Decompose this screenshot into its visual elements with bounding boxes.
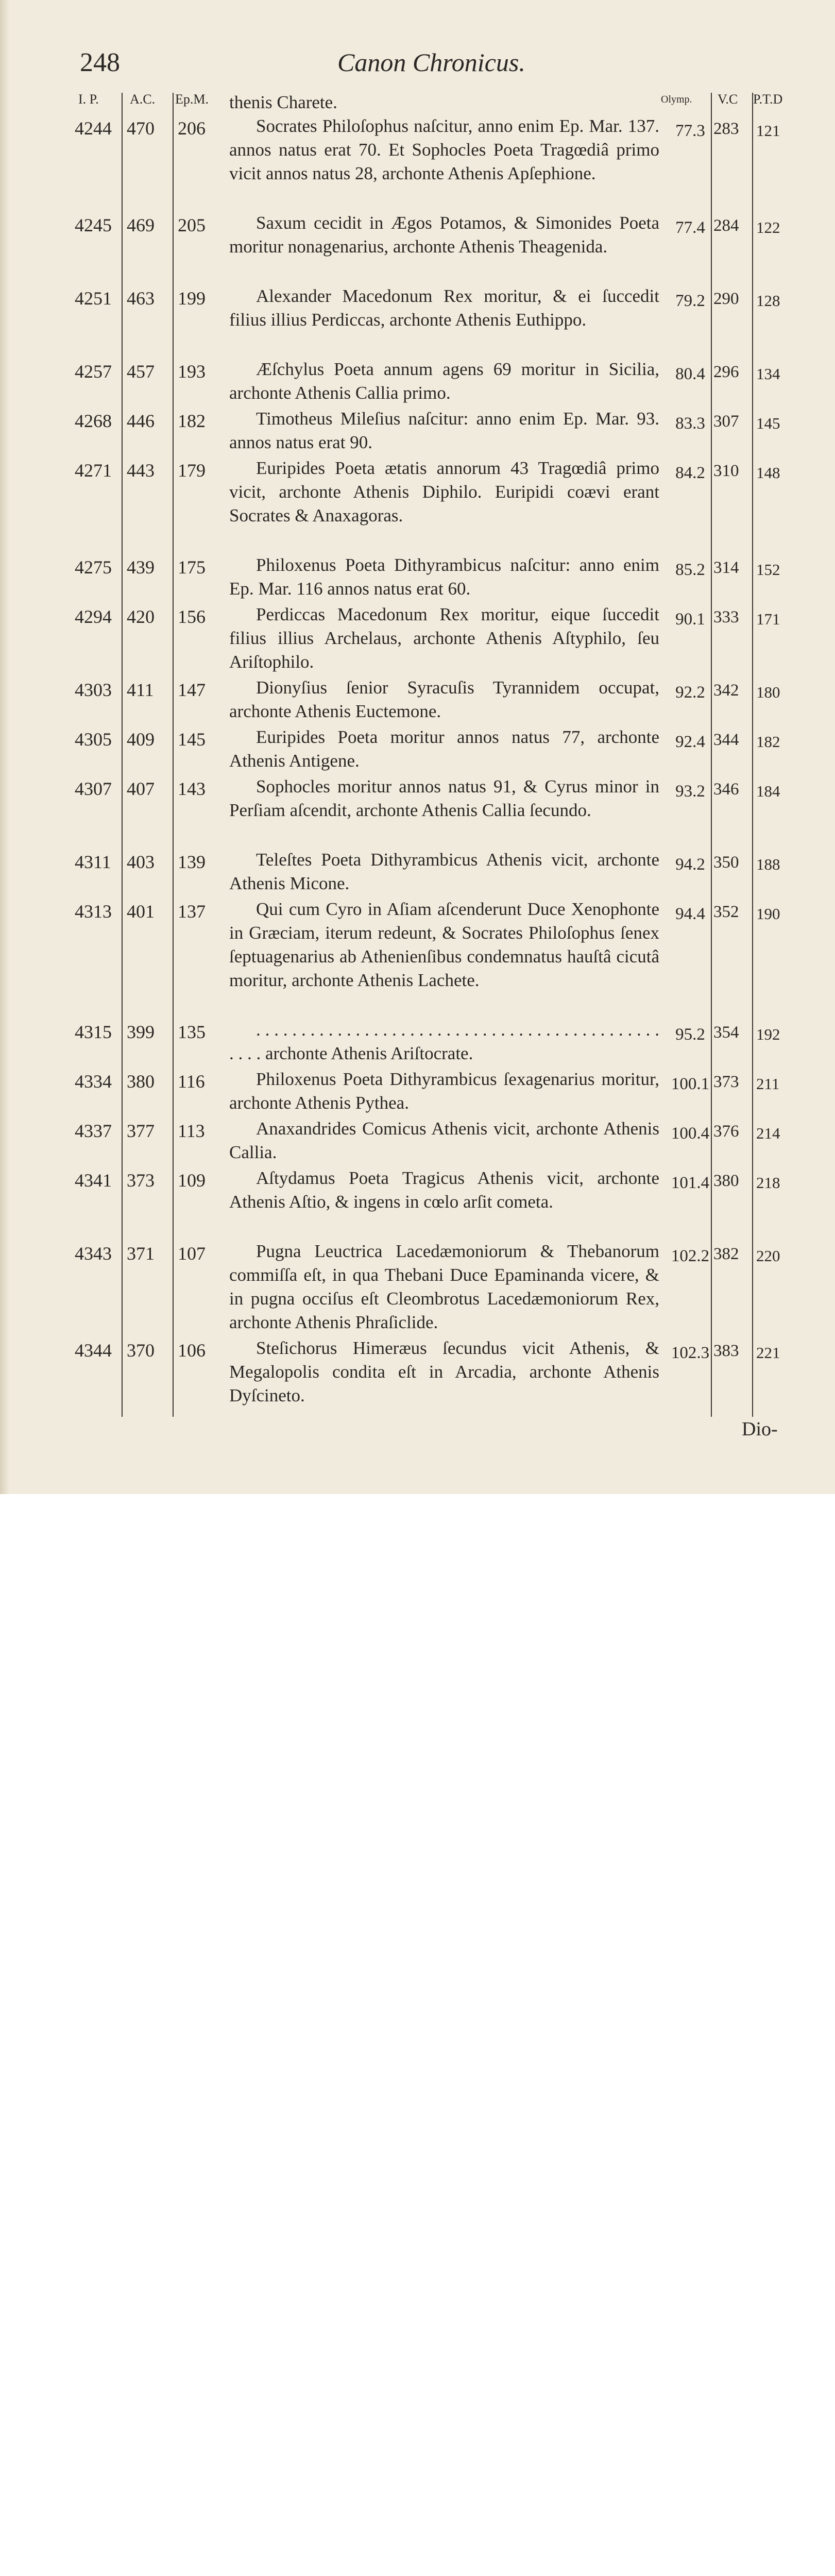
olympiad-value: 77.4	[675, 218, 705, 237]
urbis-conditae-value: 344	[713, 731, 739, 749]
entry-text: Socrates Philoſophus naſcitur, anno enim Ep. Mar. 137. annos natus erat 70. Et Sophocles Poeta Tragœdiâ primo vicit annos natus 28, archonte Athenis Apſephione.	[229, 116, 659, 183]
urbis-conditae-value: 346	[713, 780, 739, 799]
epocha-marmorum-value: 199	[178, 288, 206, 309]
anno-mundi-value: 4294	[75, 606, 112, 627]
anno-mundi-value: 4315	[75, 1022, 112, 1042]
anno-mundi-value: 4271	[75, 460, 112, 481]
period-value: 218	[756, 1174, 780, 1192]
anno-mundi-value: 4334	[75, 1071, 112, 1092]
ante-christum-value: 407	[127, 778, 155, 799]
anno-mundi-value: 4244	[75, 118, 112, 139]
olympiad-value: 94.2	[675, 855, 705, 874]
olympiad-value: 84.2	[675, 464, 705, 482]
entry-text: Pugna Leuctrica Lacedæmoniorum & Thebanorum commiſſa eſt, in qua Thebani Duce Epaminanda vicere, & in pugna occiſus eſt Cleombrotus Lacedæmoniorum Rex, archonte Athenis Phraſiclide.	[229, 1241, 659, 1332]
anno-mundi-value: 4257	[75, 361, 112, 382]
ante-christum-value: 399	[127, 1022, 155, 1042]
period-value: 121	[756, 122, 780, 140]
anno-mundi-value: 4307	[75, 778, 112, 799]
column-header-vc: V.C	[718, 92, 738, 107]
olympiad-value: 79.2	[675, 292, 705, 310]
entry-text: Philoxenus Poeta Dithyrambicus naſcitur: anno enim Ep. Mar. 116 annos natus erat 60.	[229, 555, 659, 599]
period-value: 214	[756, 1124, 780, 1142]
urbis-conditae-value: 284	[713, 216, 739, 235]
epocha-marmorum-value: 205	[178, 215, 206, 235]
epocha-marmorum-value: 175	[178, 557, 206, 578]
urbis-conditae-value: 342	[713, 681, 739, 700]
urbis-conditae-value: 352	[713, 903, 739, 921]
entry-text: Euripides Poeta ætatis annorum 43 Tragœdiâ primo vicit, archonte Athenis Diphilo. Euripidi coævi erant Socrates & Anaxagoras.	[229, 458, 659, 526]
ante-christum-value: 371	[127, 1243, 155, 1264]
period-value: 190	[756, 905, 780, 923]
period-value: 128	[756, 292, 780, 310]
epocha-marmorum-value: 116	[178, 1071, 205, 1092]
period-value: 171	[756, 610, 780, 628]
olympiad-value: 93.2	[675, 782, 705, 801]
ante-christum-value: 420	[127, 606, 155, 627]
olympiad-value: 77.3	[675, 122, 705, 140]
anno-mundi-value: 4344	[75, 1340, 112, 1361]
urbis-conditae-value: 373	[713, 1073, 739, 1091]
epocha-marmorum-value: 139	[178, 852, 206, 872]
epocha-marmorum-value: 143	[178, 778, 206, 799]
ante-christum-value: 370	[127, 1340, 155, 1361]
olympiad-value: 92.2	[675, 683, 705, 702]
column-header-ip: I. P.	[78, 92, 99, 107]
period-value: 220	[756, 1247, 780, 1265]
ante-christum-value: 401	[127, 901, 155, 922]
epocha-marmorum-value: 109	[178, 1170, 206, 1191]
anno-mundi-value: 4341	[75, 1170, 112, 1191]
epocha-marmorum-value: 135	[178, 1022, 206, 1042]
period-value: 180	[756, 683, 780, 701]
olympiad-value: 102.3	[671, 1344, 710, 1362]
anno-mundi-value: 4343	[75, 1243, 112, 1264]
column-rule	[173, 93, 174, 1417]
epocha-marmorum-value: 179	[178, 460, 206, 481]
urbis-conditae-value: 382	[713, 1245, 739, 1263]
olympiad-value: 85.2	[675, 561, 705, 579]
olympiad-value: 92.4	[675, 733, 705, 751]
period-value: 184	[756, 782, 780, 800]
ante-christum-value: 443	[127, 460, 155, 481]
olympiad-value: 101.4	[671, 1174, 710, 1192]
anno-mundi-value: 4245	[75, 215, 112, 235]
epocha-marmorum-value: 145	[178, 729, 206, 750]
olympiad-value: 83.3	[675, 414, 705, 433]
urbis-conditae-value: 350	[713, 853, 739, 872]
anno-mundi-value: 4311	[75, 852, 111, 872]
entry-text: Qui cum Cyro in Aſiam aſcenderunt Duce Xenophonte in Græciam, iterum redeunt, & Socrates Philoſophus ſenex ſeptuagenarius ab Athenienſibus condemnatus hauſtâ cicutâ moritur, archonte Athenis Lachete.	[229, 899, 659, 990]
entry-text: Steſichorus Himeræus ſecundus vicit Athenis, & Megalopolis condita eſt in Arcadia, archonte Athenis Dyſcineto.	[229, 1338, 659, 1405]
entry-text: Saxum cecidit in Ægos Potamos, & Simonides Poeta moritur nonagenarius, archonte Athenis Theagenida.	[229, 213, 659, 257]
entry-text: Teleſtes Poeta Dithyrambicus Athenis vicit, archonte Athenis Micone.	[229, 850, 659, 893]
period-value: 145	[756, 414, 780, 432]
catchword: Dio-	[742, 1418, 778, 1440]
entry-text: Sophocles moritur annos natus 91, & Cyrus minor in Perſiam aſcendit, archonte Athenis Callia ſecundo.	[229, 776, 659, 820]
urbis-conditae-value: 307	[713, 412, 739, 431]
ante-christum-value: 377	[127, 1121, 155, 1141]
ante-christum-value: 439	[127, 557, 155, 578]
entry-text: Timotheus Mileſius naſcitur: anno enim Ep. Mar. 93. annos natus erat 90.	[229, 409, 659, 452]
olympiad-value: 100.4	[671, 1124, 710, 1143]
urbis-conditae-value: 376	[713, 1122, 739, 1141]
column-header-olymp: Olymp.	[661, 94, 692, 105]
urbis-conditae-value: 333	[713, 608, 739, 626]
ante-christum-value: 463	[127, 288, 155, 309]
entry-text: Philoxenus Poeta Dithyrambicus ſexagenarius moritur, archonte Athenis Pythea.	[229, 1069, 659, 1113]
ante-christum-value: 457	[127, 361, 155, 382]
anno-mundi-value: 4303	[75, 680, 112, 700]
anno-mundi-value: 4268	[75, 411, 112, 431]
column-rule	[752, 93, 753, 1417]
ante-christum-value: 373	[127, 1170, 155, 1191]
urbis-conditae-value: 354	[713, 1023, 739, 1042]
epocha-marmorum-value: 182	[178, 411, 206, 431]
olympiad-value: 95.2	[675, 1025, 705, 1044]
period-value: 148	[756, 464, 780, 482]
period-value: 134	[756, 365, 780, 383]
entry-text: Alexander Macedonum Rex moritur, & ei ſuccedit filius illius Perdiccas, archonte Athenis Euthippo.	[229, 286, 659, 330]
ante-christum-value: 446	[127, 411, 155, 431]
column-rule	[122, 93, 123, 1417]
olympiad-value: 102.2	[671, 1247, 710, 1265]
urbis-conditae-value: 380	[713, 1172, 739, 1190]
urbis-conditae-value: 283	[713, 120, 739, 138]
urbis-conditae-value: 310	[713, 462, 739, 480]
urbis-conditae-value: 296	[713, 363, 739, 381]
anno-mundi-value: 4305	[75, 729, 112, 750]
period-value: 211	[756, 1075, 780, 1093]
period-value: 122	[756, 218, 780, 236]
entry-text: Aſtydamus Poeta Tragicus Athenis vicit, archonte Athenis Aſtio, & ingens in cœlo arſit cometa.	[229, 1168, 659, 1212]
period-value: 152	[756, 561, 780, 579]
epocha-marmorum-value: 206	[178, 118, 206, 139]
epocha-marmorum-value: 147	[178, 680, 206, 700]
period-value: 221	[756, 1344, 780, 1362]
ante-christum-value: 403	[127, 852, 155, 872]
olympiad-value: 80.4	[675, 365, 705, 383]
column-header-ep: Ep.M.	[175, 92, 209, 107]
olympiad-value: 100.1	[671, 1075, 710, 1093]
epocha-marmorum-value: 113	[178, 1121, 205, 1141]
entry-text: Dionyſius ſenior Syracuſis Tyrannidem occupat, archonte Athenis Euctemone.	[229, 677, 659, 721]
page-title: Canon Chronicus.	[337, 48, 525, 77]
ante-christum-value: 469	[127, 215, 155, 235]
footer-bar	[0, 1494, 835, 1557]
period-value: 192	[756, 1025, 780, 1043]
anno-mundi-value: 4313	[75, 901, 112, 922]
urbis-conditae-value: 290	[713, 290, 739, 308]
entry-text: Anaxandrides Comicus Athenis vicit, archonte Athenis Callia.	[229, 1118, 659, 1162]
entry-text: Perdiccas Macedonum Rex moritur, eique ſuccedit filius illius Archelaus, archonte Athenis Aſtyphilo, ſeu Ariſtophilo.	[229, 604, 659, 672]
epocha-marmorum-value: 107	[178, 1243, 206, 1264]
epocha-marmorum-value: 193	[178, 361, 206, 382]
anno-mundi-value: 4275	[75, 557, 112, 578]
column-header-ac: A.C.	[130, 92, 156, 107]
period-value: 182	[756, 733, 780, 751]
epocha-marmorum-value: 106	[178, 1340, 206, 1361]
ante-christum-value: 409	[127, 729, 155, 750]
urbis-conditae-value: 383	[713, 1342, 739, 1360]
olympiad-value: 90.1	[675, 610, 705, 629]
olympiad-value: 94.4	[675, 905, 705, 923]
entry-text: Euripides Poeta moritur annos natus 77, archonte Athenis Antigene.	[229, 727, 659, 771]
epocha-marmorum-value: 156	[178, 606, 206, 627]
column-header-ptd: P.T.D	[753, 92, 783, 107]
anno-mundi-value: 4251	[75, 288, 112, 309]
page-number: 248	[80, 48, 120, 77]
epocha-marmorum-value: 137	[178, 901, 206, 922]
ante-christum-value: 411	[127, 680, 154, 700]
entry-text: . . . . . . . . . . . . . . . . . . . . . . . . . . . . . . . . . . . . . . . . . . . . . . . . . archonte Athenis Ariſtocrate.	[229, 1020, 659, 1063]
carry-over-line: thenis Charete.	[229, 92, 337, 112]
ante-christum-value: 380	[127, 1071, 155, 1092]
urbis-conditae-value: 314	[713, 558, 739, 577]
entry-text: Æſchylus Poeta annum agens 69 moritur in Sicilia, archonte Athenis Callia primo.	[229, 359, 659, 403]
ante-christum-value: 470	[127, 118, 155, 139]
period-value: 188	[756, 855, 780, 873]
anno-mundi-value: 4337	[75, 1121, 112, 1141]
